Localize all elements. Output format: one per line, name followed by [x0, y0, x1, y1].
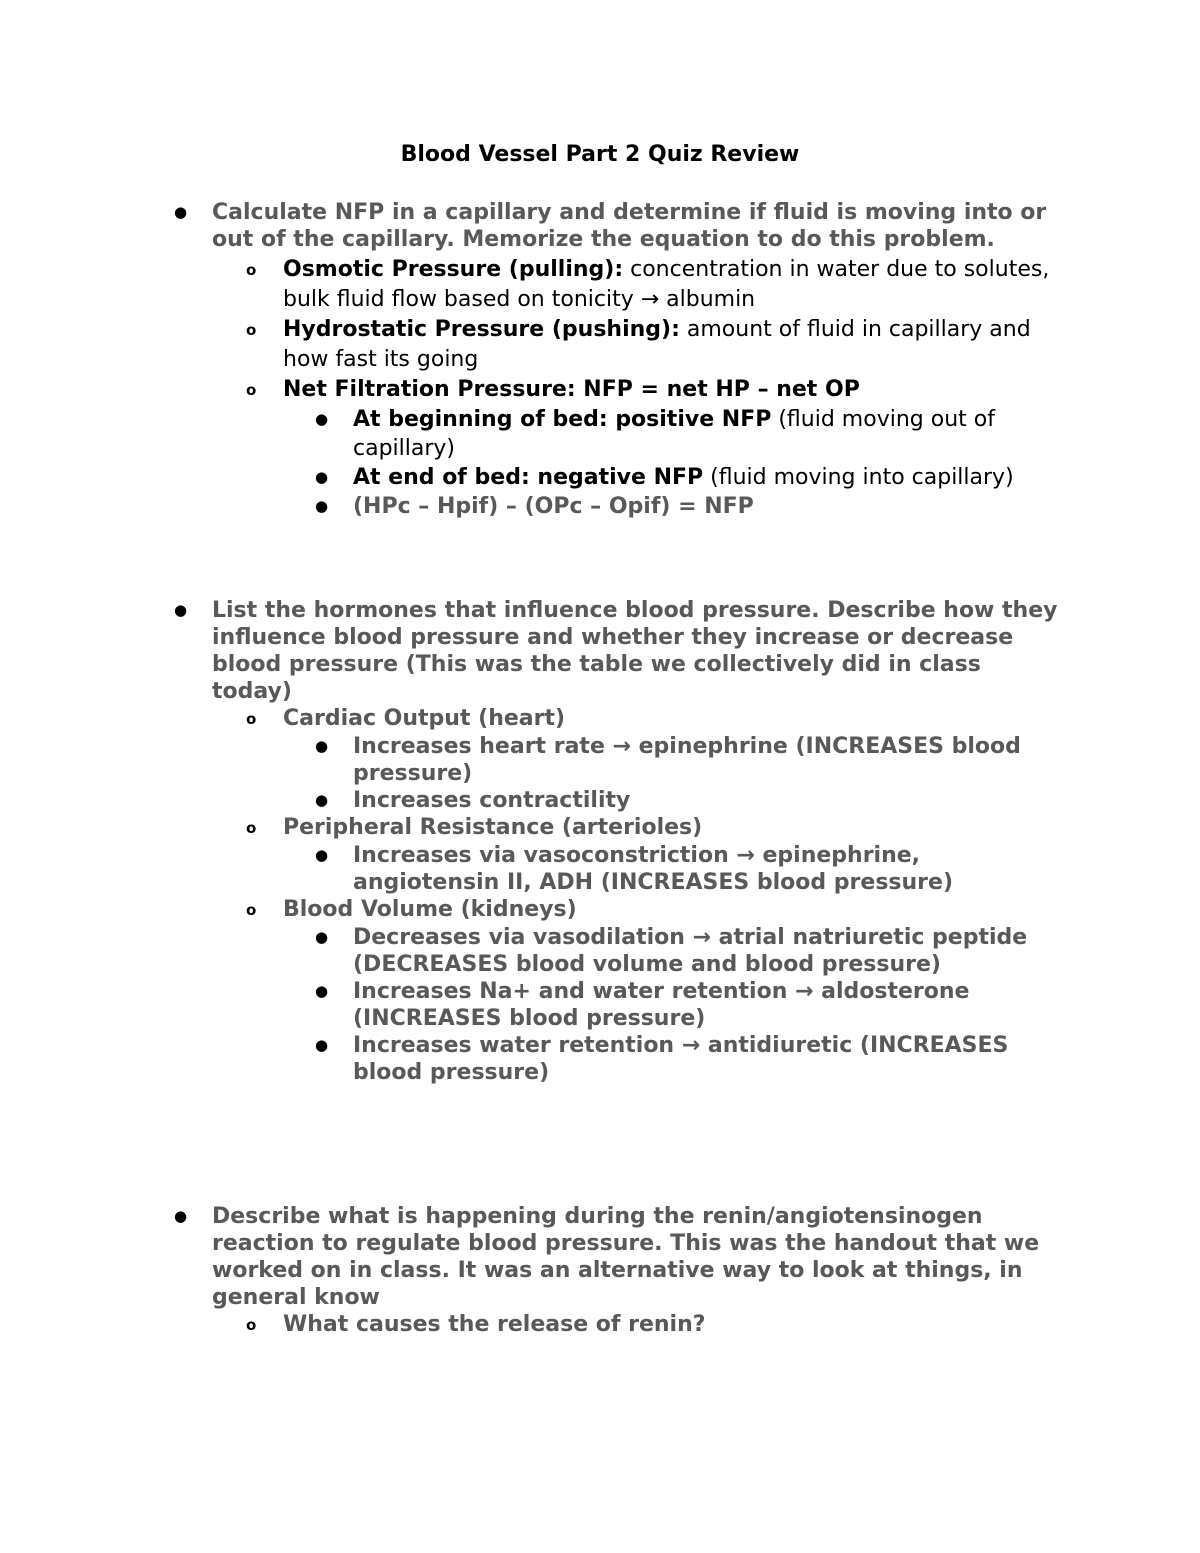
- list-item-blood-volume: [0, 896, 1053, 924]
- list-item-vasodilation: [0, 924, 1053, 978]
- list-item-nfp: [0, 375, 1053, 405]
- bullet-icon: ●: [174, 601, 188, 619]
- item-text: (fluid moving into capillary): [703, 465, 1014, 490]
- question-text: Describe what is happening during the renin/angiotensinogen reaction to regulate blood pressure. This was the handout that we worked on in class. It was an alternative way to look at things, in general know: [212, 1204, 1040, 1310]
- section-hormones: [0, 597, 1200, 1086]
- list-item-antidiuretic: [0, 1032, 1053, 1086]
- section-renin: [0, 1203, 1200, 1339]
- circle-bullet-icon: o: [246, 901, 257, 919]
- bullet-icon: ●: [315, 791, 329, 809]
- list-item-aldosterone: [0, 978, 1053, 1032]
- circle-bullet-icon: o: [246, 321, 257, 339]
- item-text: concentration in water due to solutes, bulk fluid flow based on tonicity → albumin: [283, 257, 1050, 312]
- item-text: (fluid moving out of capillary): [353, 407, 995, 461]
- list-item-vasoconstriction: [0, 842, 1053, 896]
- list-item-cardiac-output: [0, 705, 1053, 733]
- item-label: At end of bed: negative NFP: [353, 465, 704, 490]
- list-item-heart-rate: [0, 733, 1053, 787]
- question-item: [0, 597, 1062, 705]
- bullet-icon: ●: [315, 497, 329, 515]
- item-label: Cardiac Output (heart): [283, 706, 566, 731]
- list-item-renin-release: [0, 1311, 1053, 1339]
- bullet-icon: ●: [315, 1036, 329, 1054]
- circle-bullet-icon: o: [246, 381, 257, 399]
- item-label: Decreases via vasodilation → atrial natriuretic peptide (DECREASES blood volume and blood pressure): [353, 925, 1028, 977]
- list-item-contractility: [0, 787, 1053, 814]
- list-item-peripheral-resistance: [0, 814, 1053, 842]
- list-item-nfp-equation: [0, 492, 1053, 521]
- list-item-hydrostatic: [0, 315, 1053, 375]
- circle-bullet-icon: o: [246, 710, 257, 728]
- question-text: Calculate NFP in a capillary and determine if fluid is moving into or out of the capillary. Memorize the equation to do this problem.: [212, 200, 1047, 252]
- item-label: Net Filtration Pressure: NFP = net HP – net OP: [283, 377, 860, 402]
- question-item: [0, 199, 1062, 253]
- list-item-osmotic: [0, 255, 1053, 315]
- item-label: Increases water retention → antidiuretic (INCREASES blood pressure): [353, 1033, 1009, 1085]
- page-title: Blood Vessel Part 2 Quiz Review: [400, 142, 800, 167]
- item-label: Osmotic Pressure (pulling):: [283, 257, 624, 282]
- item-label: Peripheral Resistance (arterioles): [283, 815, 703, 840]
- item-label: Increases contractility: [353, 788, 631, 813]
- item-label: Increases Na+ and water retention → aldosterone (INCREASES blood pressure): [353, 979, 970, 1031]
- bullet-icon: ●: [174, 1207, 188, 1225]
- circle-bullet-icon: o: [246, 1316, 257, 1334]
- item-label: Blood Volume (kidneys): [283, 897, 577, 922]
- item-label: Hydrostatic Pressure (pushing):: [283, 317, 680, 342]
- bullet-icon: ●: [315, 846, 329, 864]
- bullet-icon: ●: [315, 737, 329, 755]
- bullet-icon: ●: [315, 928, 329, 946]
- question-item: [0, 1203, 1062, 1311]
- list-item-end-of-bed: [0, 463, 1053, 492]
- list-item-beginning-of-bed: [0, 405, 1053, 463]
- bullet-icon: ●: [315, 410, 329, 428]
- item-label: (HPc – Hpif) – (OPc – Opif) = NFP: [353, 494, 754, 519]
- question-text: List the hormones that influence blood pressure. Describe how they influence blood pressure and whether they increase or decrease blood pressure (This was the table we collectively did in class today): [212, 598, 1058, 704]
- bullet-icon: ●: [174, 203, 188, 221]
- item-label: Increases heart rate → epinephrine (INCREASES blood pressure): [353, 734, 1021, 786]
- item-label: What causes the release of renin?: [283, 1312, 706, 1337]
- circle-bullet-icon: o: [246, 261, 257, 279]
- item-label: At beginning of bed: positive NFP: [353, 407, 772, 432]
- circle-bullet-icon: o: [246, 819, 257, 837]
- item-label: Increases via vasoconstriction → epinephrine, angiotensin II, ADH (INCREASES blood pressure): [353, 843, 954, 895]
- bullet-icon: ●: [315, 468, 329, 486]
- bullet-icon: ●: [315, 982, 329, 1000]
- section-nfp: [0, 199, 1200, 521]
- item-text: amount of fluid in capillary and how fast its going: [283, 317, 1031, 372]
